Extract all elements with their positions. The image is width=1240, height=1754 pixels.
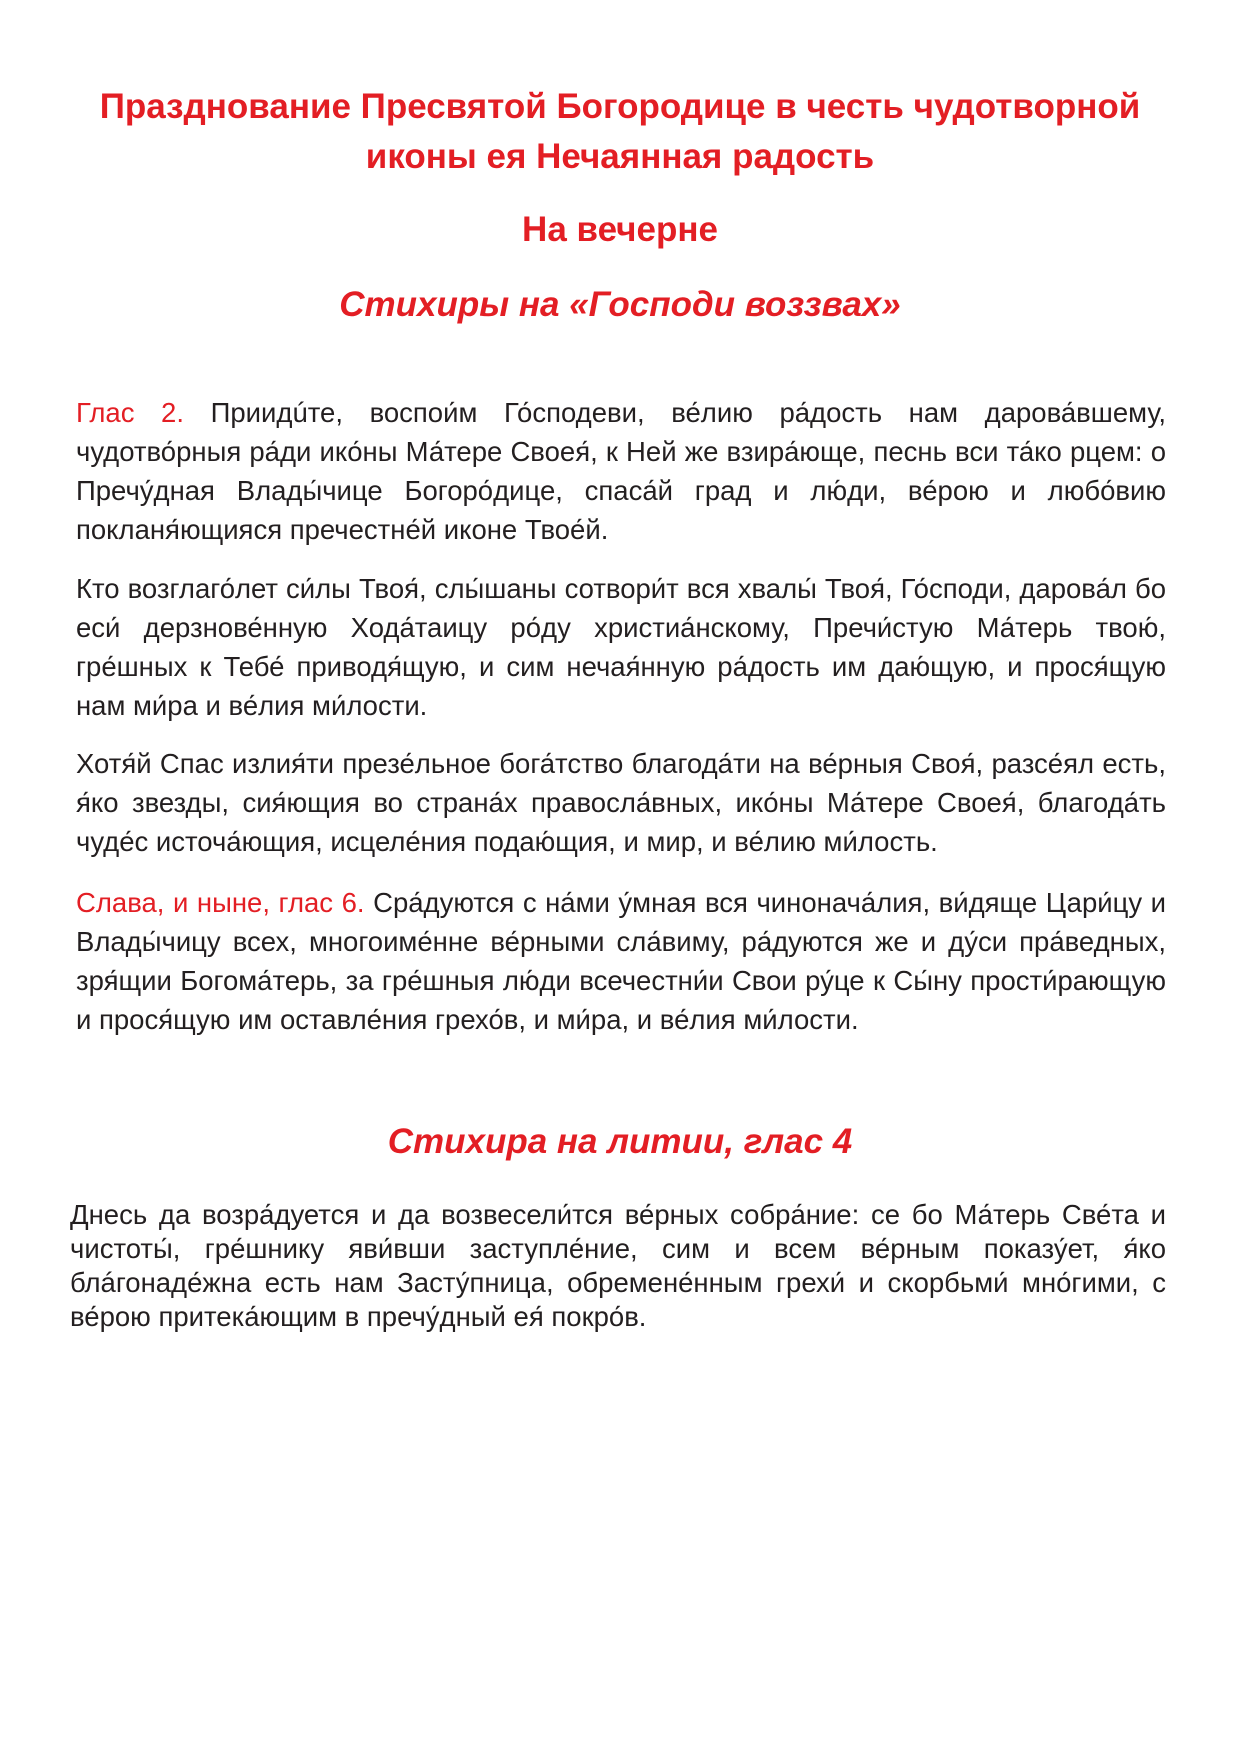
sticheron-text: Хотя́й Спас излия́ти презе́льное бога́тство благода́ти на ве́рныя Своя́, разсе́ял есть, я́ко звезды, сия́ющия во страна́х правосла́вных, ико́ны Ма́тере Своея́, благода́ть чуде́с источа́ющия, исцеле́ния подаю́щия, и мир, и ве́лию ми́лость. xyxy=(76,748,1166,857)
sticheron-paragraph xyxy=(76,744,1166,861)
sticheron-text: Кто возглаго́лет си́лы Твоя́, слы́шаны сотвори́т вся хвалы́ Твоя́, Го́споди, дарова́л бо еси́ дерзнове́нную Хода́таицу ро́ду христиа́нскому, Пречи́стую Ма́терь твою́, гре́шных к Тебе́ приводя́щую, и сим нечая́нную ра́дость им даю́щую, и прося́щую нам ми́ра и ве́лия ми́лости. xyxy=(76,573,1166,721)
document-title: Празднование Пресвятой Богородице в честь чудотворной иконы ея Нечаянная радость xyxy=(99,87,1141,176)
tone-label: Глас 2. xyxy=(76,397,184,428)
tone-label: Слава, и ныне, глас 6. xyxy=(76,887,365,918)
litiya-paragraph: Днесь да возра́дуется и да возвесели́тся ве́рных собра́ние: се бо Ма́терь Све́та и чистоты́, гре́шнику яви́вши заступле́ние, сим и всем ве́рным показу́ет, я́ко блáгонаде́жна есть нам Засту́пница, обремене́нным грехи́ и скорбьми́ мно́гими, с ве́рою притека́ющим в пречу́дный ея́ покро́в. xyxy=(70,1199,1166,1332)
section-heading-litiya: Стихира на литии, глас 4 xyxy=(387,1122,853,1161)
sticheron-text: Приидúте, воспои́м Го́сподеви, ве́лию ра́дость нам дарова́вшему, чудотво́рныя ра́ди ико́ны Ма́тере Своея́, к Ней же взира́юще, песнь вси та́ко рцем: о Пречу́дная Влады́чице Богоро́дице, спаса́й град и лю́ди, ве́рою и любо́вию покланя́ющияся пречестне́й иконе Твое́й. xyxy=(76,397,1167,545)
sticheron-paragraph xyxy=(76,569,1166,725)
service-heading: На вечерне xyxy=(522,210,718,249)
section-heading-stichera: Стихиры на «Господи воззвах» xyxy=(339,285,901,324)
sticheron-paragraph xyxy=(76,393,1166,549)
sticheron-paragraph xyxy=(76,883,1166,1039)
sticheron-text: Сра́дуются с на́ми у́мная вся чинонача́лия, ви́дяще Цари́цу и Влады́чицу всех, многоиме́нне ве́рными сла́виму, ра́дуются же и ду́си пра́ведных, зря́щии Богома́терь, за гре́шныя лю́ди всечестни́и Свои ру́це к Сы́ну прости́рающую и прося́щую им оставле́ния грехо́в, и ми́ра, и ве́лия ми́лости. xyxy=(76,887,1167,1035)
